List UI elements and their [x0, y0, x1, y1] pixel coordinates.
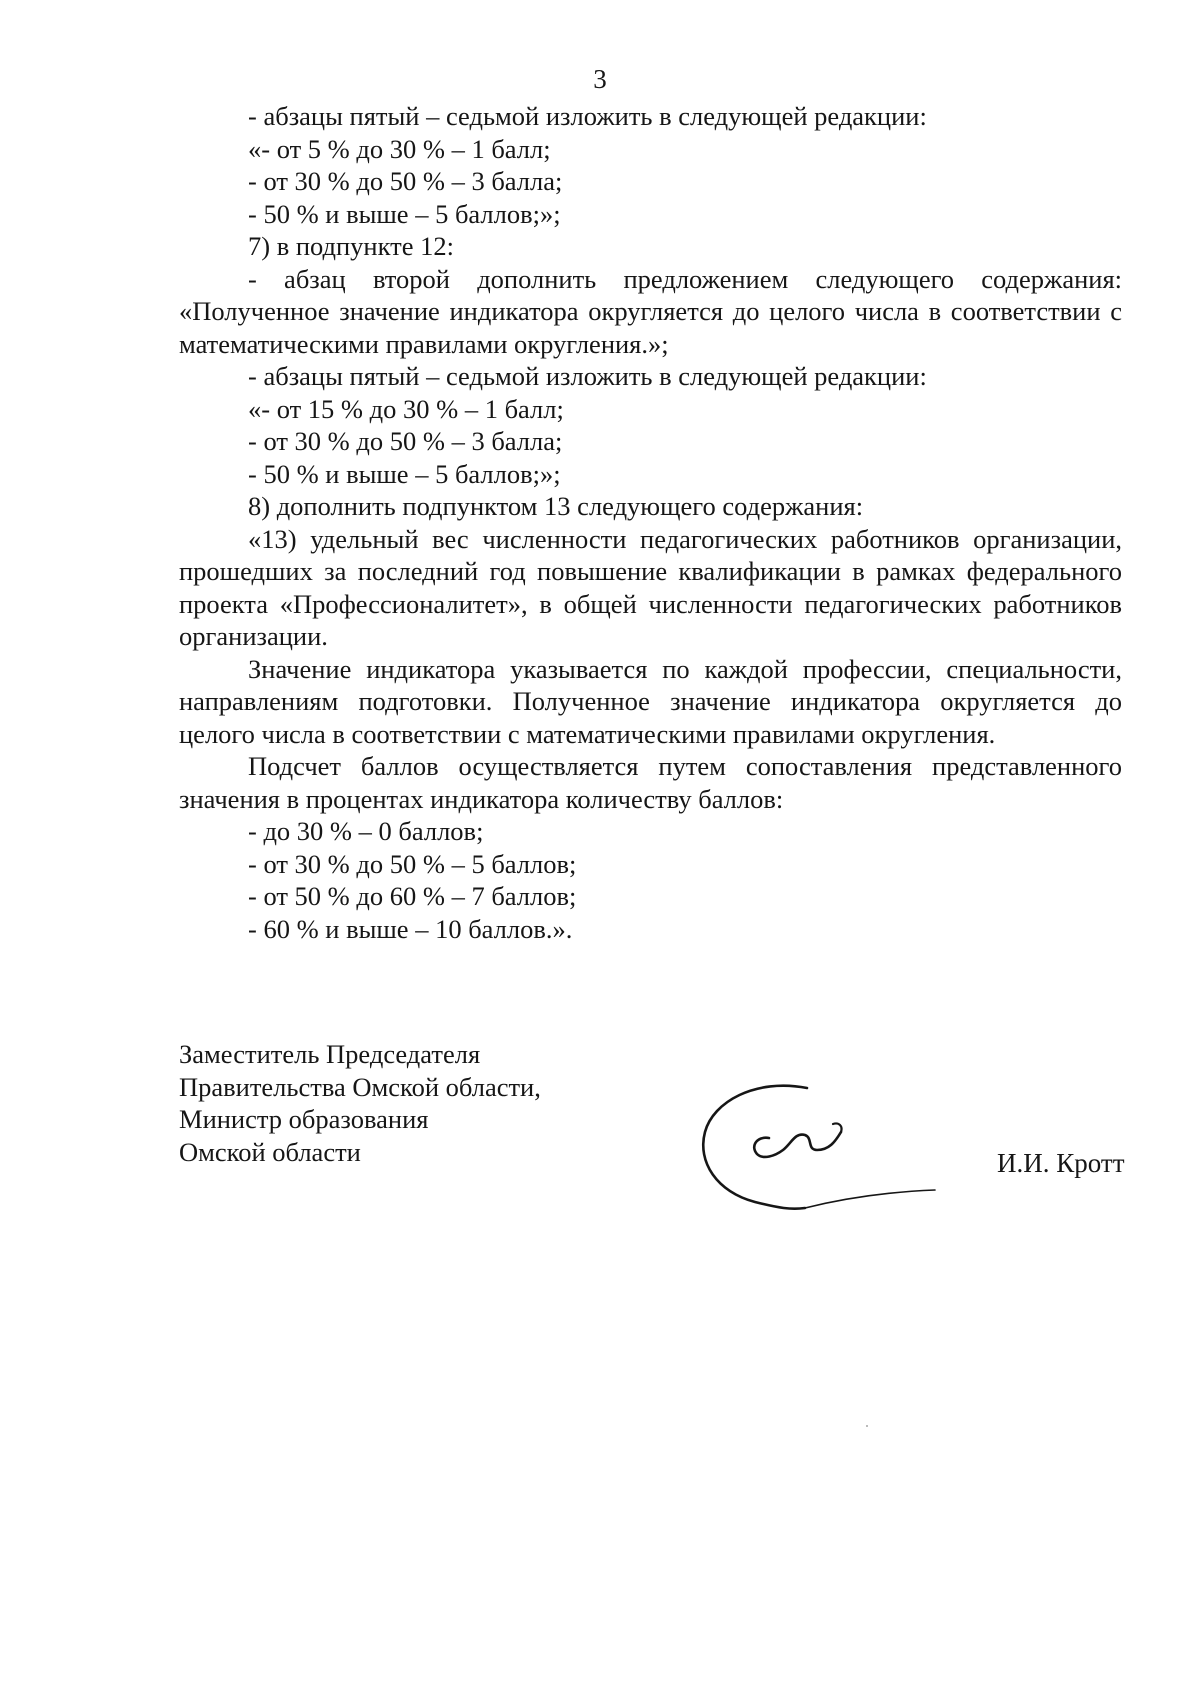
list-item: - до 30 % – 0 баллов;: [248, 816, 484, 846]
paragraph: - абзац второй дополнить предложением следующего содержания: «Полученное значение индикатора округляется до целого числа в соответствии с математическими правилами округления.»;: [179, 263, 1122, 359]
list-item: - 50 % и выше – 5 баллов;»;: [248, 198, 561, 229]
list-item: - от 30 % до 50 % – 5 баллов;: [248, 848, 577, 879]
subpoint-heading: 7) в подпункте 12:: [248, 231, 454, 261]
paragraph: Значение индикатора указывается по каждой профессии, специальности, направлениям подготовки. Полученное значение индикатора округляется до целого числа в соответствии с математическими правилами округления.: [179, 653, 1122, 749]
paragraph: - абзацы пятый – седьмой изложить в следующей редакции:: [248, 101, 927, 131]
paragraph: «13) удельный вес численности педагогических работников организации, прошедших за последний год повышение квалификации в рамках федерального проекта «Профессионалитет», в общей численности педагогических работников организации.: [179, 523, 1122, 651]
list-item: «- от 5 % до 30 % – 1 балл;: [248, 133, 551, 164]
document-body: [179, 100, 1122, 945]
signatory-title: [179, 1038, 541, 1168]
signatory-line: Заместитель Председателя: [179, 1039, 481, 1069]
scan-speck: [866, 1425, 868, 1427]
signatory-line: Правительства Омской области,: [179, 1071, 541, 1102]
paragraph: Подсчет баллов осуществляется путем сопоставления представленного значения в процентах индикатора количеству баллов:: [179, 751, 1122, 814]
subpoint-heading: 8) дополнить подпунктом 13 следующего содержания:: [248, 491, 864, 521]
list-item: - 60 % и выше – 10 баллов.».: [248, 913, 573, 944]
list-item: - от 30 % до 50 % – 3 балла;: [248, 426, 563, 456]
list-item: «- от 15 % до 30 % – 1 балл;: [248, 393, 564, 424]
page-number: 3: [593, 64, 607, 94]
handwritten-signature: [695, 1080, 945, 1215]
list-item: - от 30 % до 50 % – 3 балла;: [248, 166, 563, 196]
paragraph: - абзацы пятый – седьмой изложить в следующей редакции:: [248, 361, 927, 391]
signer-name: И.И. Кротт: [997, 1148, 1125, 1178]
signatory-line: Омской области: [179, 1136, 361, 1167]
list-item: - от 50 % до 60 % – 7 баллов;: [248, 881, 577, 911]
list-item: - 50 % и выше – 5 баллов;»;: [248, 458, 561, 489]
signatory-line: Министр образования: [179, 1104, 429, 1134]
